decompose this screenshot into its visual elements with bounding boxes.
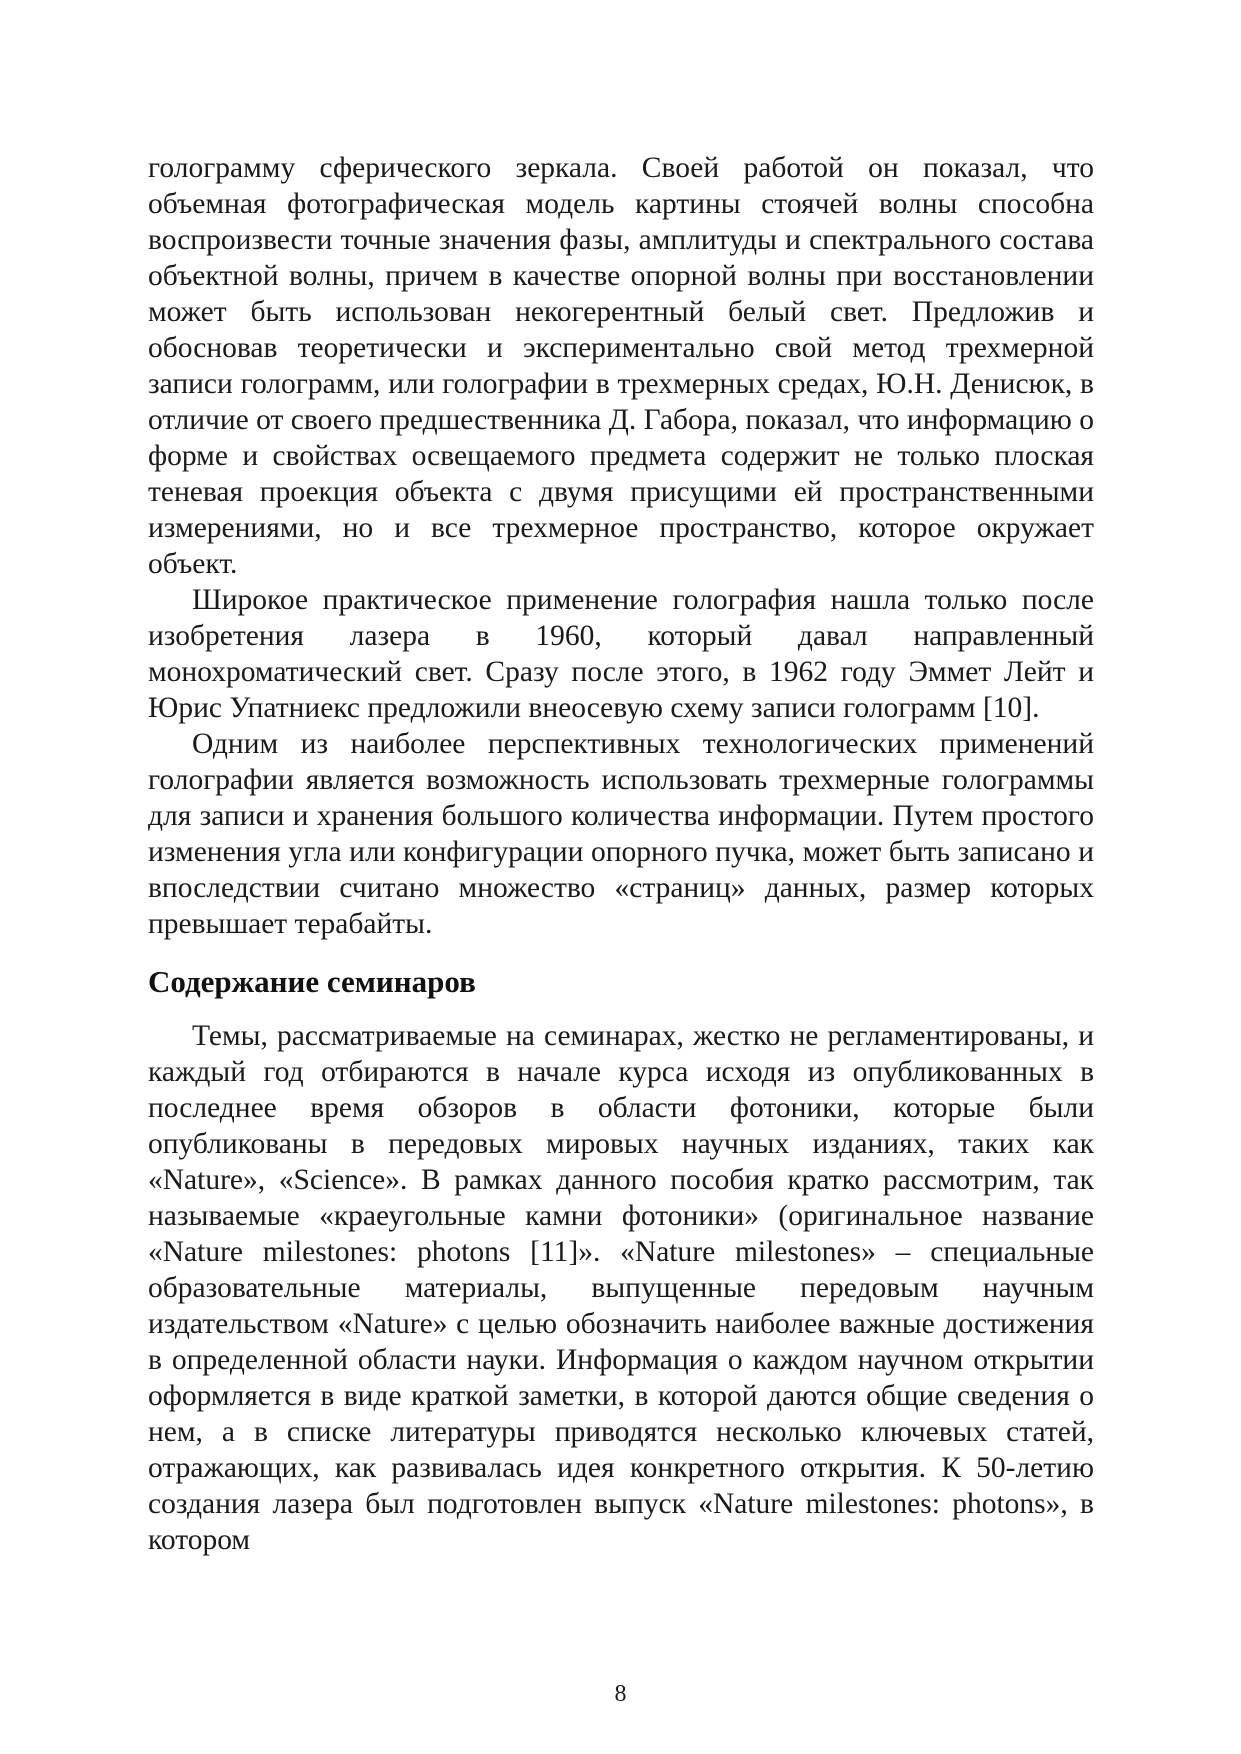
- paragraph-data-storage: Одним из наиболее перспективных технологических применений голографии является возможность использовать трехмерные голограммы для записи и хранения большого количества информации. Путем простого изменения угла или конфигурации опорного пучка, может быть записано и впоследствии считано множество «страниц» данных, размер которых превышает терабайты.: [148, 728, 1094, 940]
- page-number: 8: [614, 1681, 627, 1707]
- section-heading: Содержание семинаров: [148, 964, 476, 999]
- paragraph-seminar-topics: Темы, рассматриваемые на семинарах, жестко не регламентированы, и каждый год отбираются в начале курса исходя из опубликованных в последнее время обзоров в области фотоники, которые были опубликованы в передовых мировых научных изданиях, таких как «Nature», «Science». В рамках данного пособия кратко рассмотрим, так называемые «краеугольные камни фотоники» (оригинальное название «Nature milestones: photons [11]». «Nature milestones» – специальные образовательные материалы, выпущенные передовым научным издательством «Nature» с целью обозначить наиболее важные достижения в определенной области науки. Информация о каждом научном открытии оформляется в виде краткой заметки, в которой даются общие сведения о нем, а в списке литературы приводятся несколько ключевых статей, отражающих, как развивалась идея конкретного открытия. К 50-летию создания лазера был подготовлен выпуск «Nature milestones: photons», в котором: [148, 1020, 1094, 1556]
- paragraph-laser-application: Широкое практическое применение голография нашла только после изобретения лазера в 1960, который давал направленный монохроматический свет. Сразу после этого, в 1962 году Эммет Лейт и Юрис Упатниекс предложили внеосевую схему записи голограмм [10].: [148, 584, 1094, 724]
- paragraph-holography-denisyuk: голограмму сферического зеркала. Своей работой он показал, что объемная фотографическая модель картины стоячей волны способна воспроизвести точные значения фазы, амплитуды и спектрального состава объектной волны, причем в качестве опорной волны при восстановлении может быть использован некогерентный белый свет. Предложив и обосновав теоретически и экспериментально свой метод трехмерной записи голограмм, или голографии в трехмерных средах, Ю.Н. Денисюк, в отличие от своего предшественника Д. Габора, показал, что информацию о форме и свойствах освещаемого предмета содержит не только плоская теневая проекция объекта с двумя присущими ей пространственными измерениями, но и все трехмерное пространство, которое окружает объект.: [148, 152, 1094, 580]
- page-body: [148, 150, 1094, 1558]
